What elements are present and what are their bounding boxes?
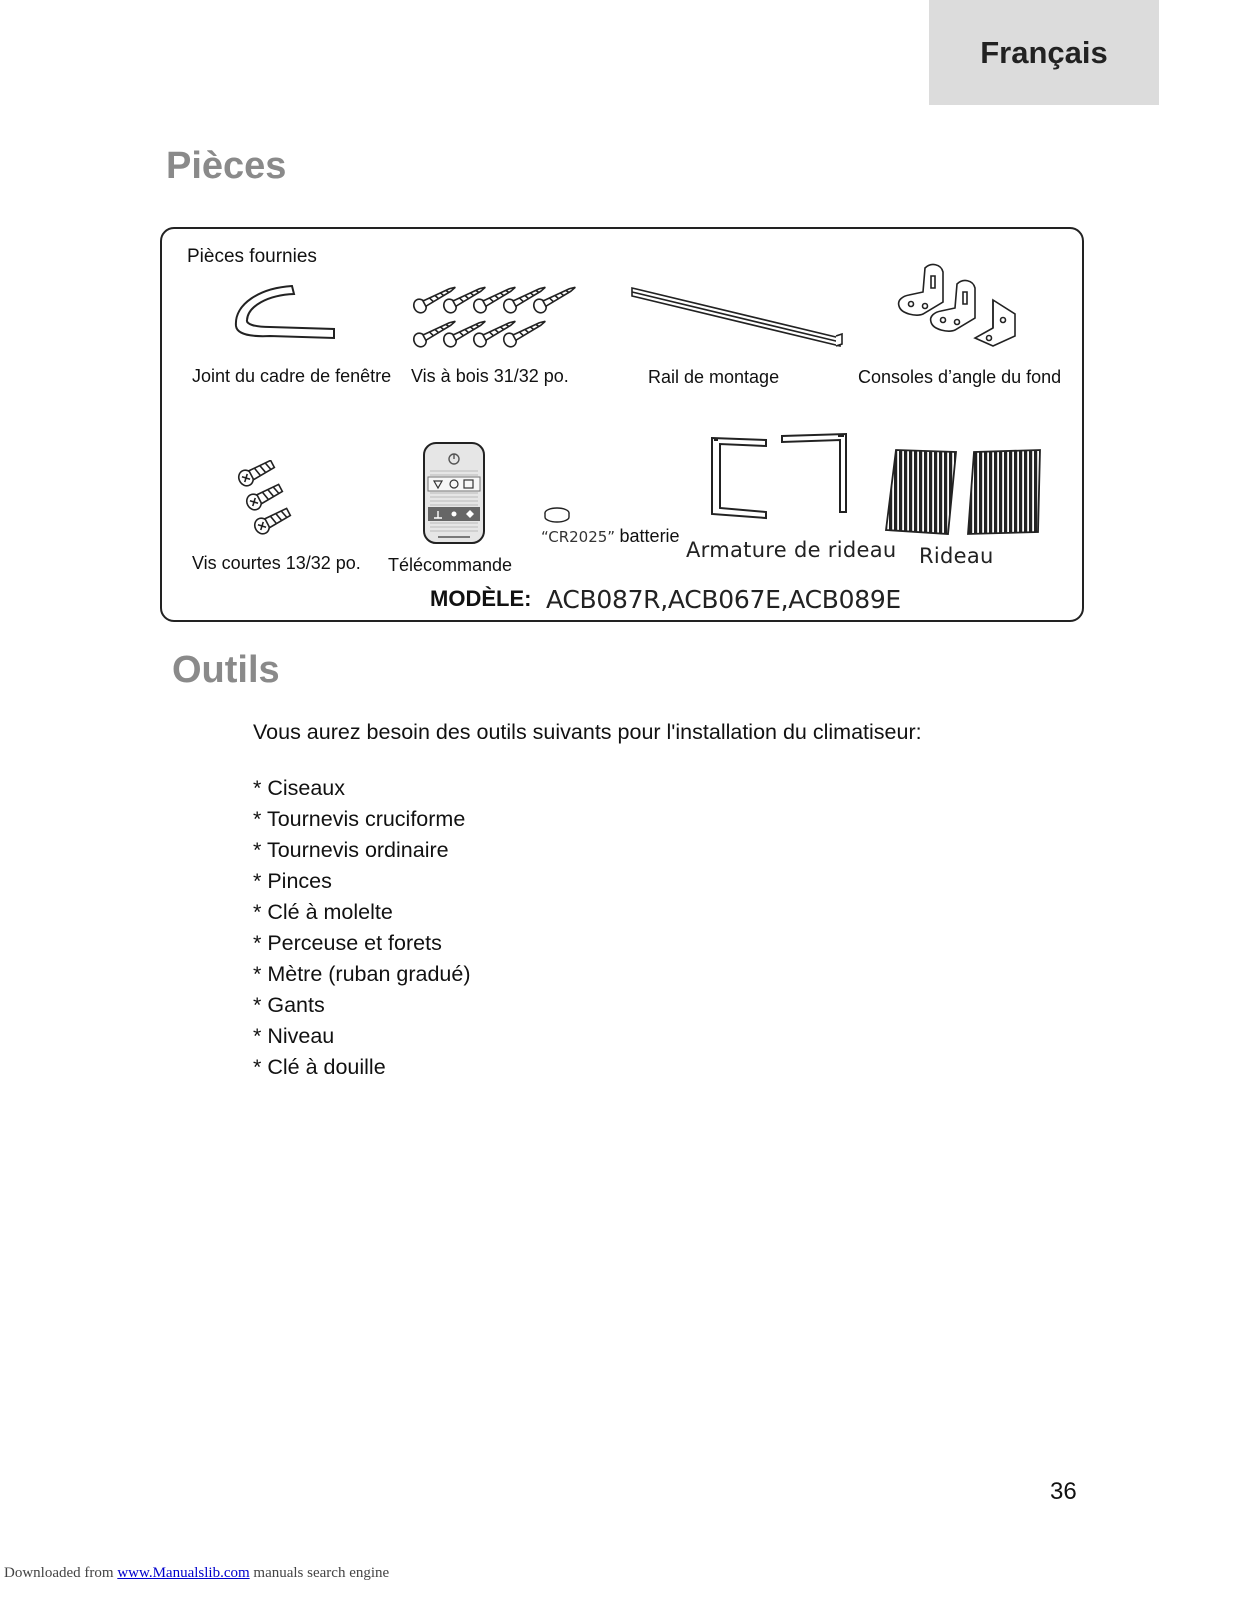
list-item: * Gants <box>253 993 325 1017</box>
parts-box-title: Pièces fournies <box>187 246 317 267</box>
remote-control-icon <box>422 441 486 545</box>
tools-list <box>253 773 471 1083</box>
list-item: * Tournevis cruciforme <box>253 807 466 831</box>
part-label-corner-brackets: Consoles d’angle du fond <box>858 367 1062 387</box>
list-item: * Ciseaux <box>253 776 346 800</box>
list-item: * Mètre (ruban gradué) <box>253 962 471 986</box>
list-item: * Pinces <box>253 869 332 893</box>
battery-model-label: “CR2025” <box>541 528 616 546</box>
footer-link[interactable]: www.Manualslib.com <box>117 1565 250 1581</box>
part-label-wood-screws: Vis à bois 31/32 po. <box>411 366 569 386</box>
coin-battery-icon <box>542 505 572 525</box>
parts-heading: Pièces <box>166 145 287 187</box>
footer-suffix: manuals search engine <box>249 1565 390 1581</box>
corner-brackets-icon <box>897 262 1019 348</box>
model-label: MODÈLE: <box>430 586 532 611</box>
tools-heading: Outils <box>172 649 280 691</box>
footer <box>4 1565 389 1582</box>
language-tab <box>929 0 1159 105</box>
window-seal-icon <box>230 282 342 344</box>
list-item: * Tournevis ordinaire <box>253 838 449 862</box>
page-number: 36 <box>1050 1478 1077 1505</box>
list-item: * Clé à molelte <box>253 900 393 924</box>
model-value: ACB087R,ACB067E,ACB089E <box>546 585 901 614</box>
battery-label: batterie <box>619 526 680 546</box>
footer-prefix: Downloaded from <box>4 1565 118 1581</box>
list-item: * Niveau <box>253 1024 335 1048</box>
tools-intro: Vous aurez besoin des outils suivants pour l'installation du climatiseur: <box>253 720 922 744</box>
part-label-curtain-frame: Armature de rideau <box>686 538 897 562</box>
language-label: Français <box>980 34 1108 70</box>
part-label-short-screws: Vis courtes 13/32 po. <box>192 553 361 573</box>
part-label-mounting-rail: Rail de montage <box>648 367 780 387</box>
mounting-rail-icon <box>628 284 846 352</box>
curtain-frame-icon <box>708 432 850 522</box>
part-label-curtain: Rideau <box>919 544 994 568</box>
short-screws-icon <box>236 460 312 536</box>
part-label-battery <box>541 526 680 547</box>
part-label-window-seal: Joint du cadre de fenêtre <box>192 366 392 386</box>
wood-screws-icon <box>412 280 587 360</box>
list-item: * Perceuse et forets <box>253 931 442 955</box>
list-item: * Clé à douille <box>253 1055 386 1079</box>
curtain-icon <box>884 448 1042 538</box>
part-label-remote-control: Télécommande <box>388 555 513 575</box>
